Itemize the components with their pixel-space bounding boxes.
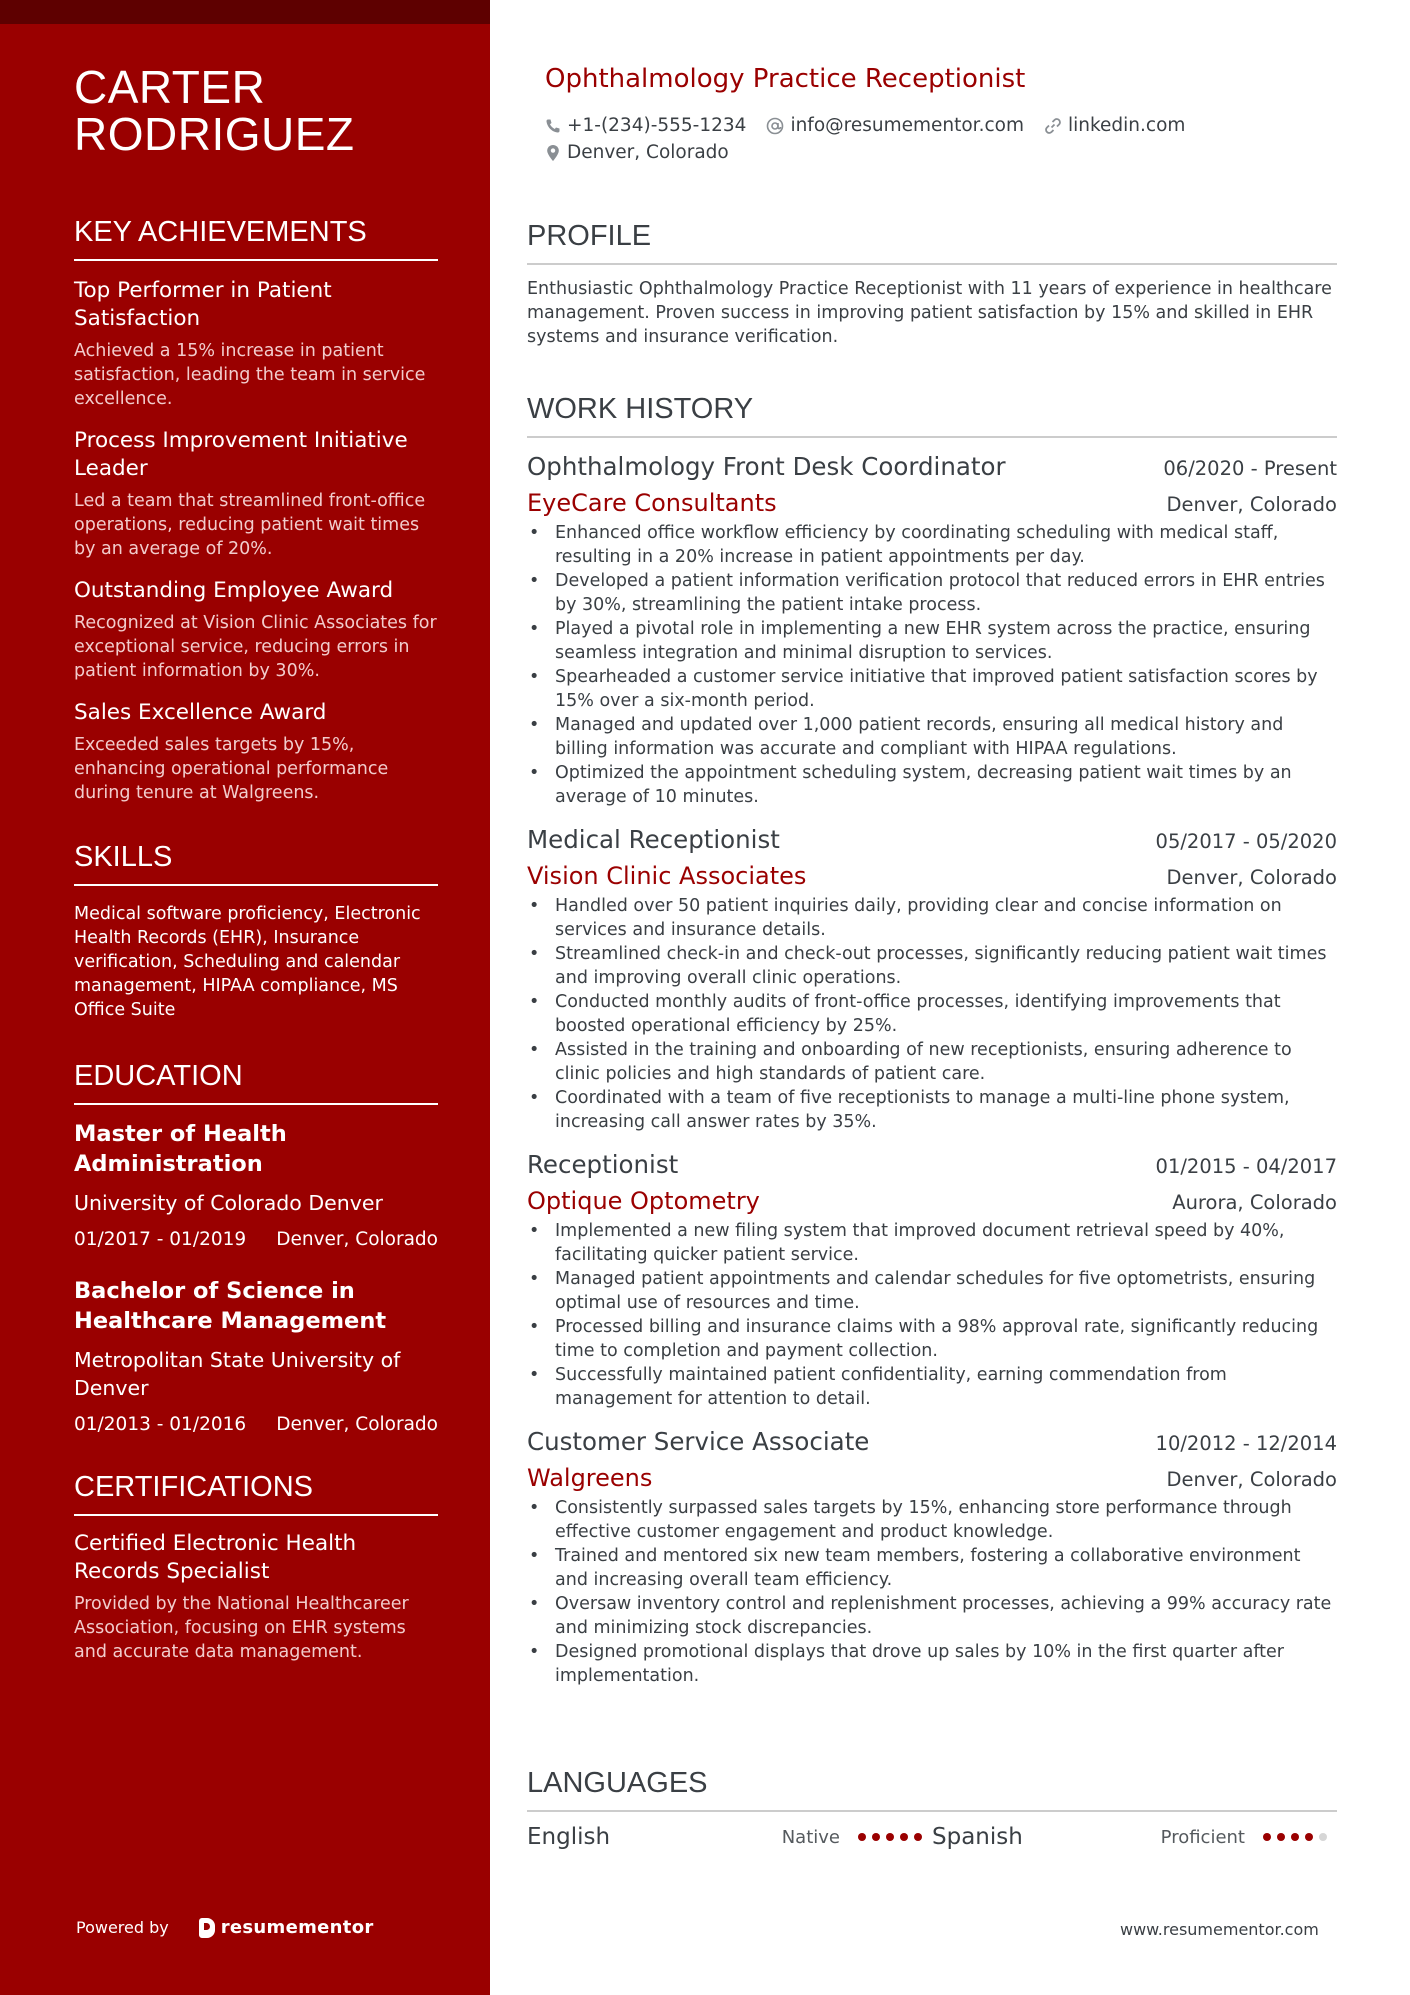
job-location: Denver, Colorado [1166, 1468, 1337, 1491]
at-sign-icon [766, 117, 784, 135]
rating-dot-filled [1263, 1833, 1271, 1841]
footer-website[interactable]: www.resumementor.com [1120, 1920, 1319, 1939]
job-entry [527, 1150, 1337, 1411]
sidebar-top-bar [0, 0, 490, 24]
profile-section [527, 220, 1337, 349]
job-bullet: • Conducted monthly audits of front-office processes, identifying improvements that boosted operational efficiency by 25%. [527, 990, 1337, 1038]
contact-email[interactable] [766, 115, 1024, 136]
education-meta [74, 1229, 438, 1250]
job-subheader [527, 862, 1337, 890]
achievement-item [74, 699, 438, 805]
job-bullet: • Streamlined check-in and check-out processes, significantly reducing patient wait times and improving overall clinic operations. [527, 942, 1337, 990]
job-bullet: • Enhanced office workflow efficiency by coordinating scheduling with medical staff, resulting in a 20% increase in patient appointments per day. [527, 521, 1337, 569]
certification-title: Certified Electronic Health Records Specialist [74, 1531, 357, 1584]
job-company: Vision Clinic Associates [527, 862, 807, 890]
link-icon [1044, 117, 1062, 135]
work-history-heading: WORK HISTORY [527, 393, 1337, 438]
language-name: English [527, 1824, 611, 1850]
achievement-description: Achieved a 15% increase in patient satisfaction, leading the team in service excellence. [74, 341, 426, 409]
contact-linkedin[interactable] [1044, 115, 1185, 136]
location-pin-icon [545, 144, 561, 162]
rating-dot-filled [1291, 1833, 1299, 1841]
rating-dot-filled [886, 1833, 894, 1841]
job-subheader [527, 1464, 1337, 1492]
job-header [527, 1150, 1337, 1179]
achievement-item [74, 427, 438, 561]
achievement-title: Outstanding Employee Award [74, 578, 394, 603]
job-dates: 06/2020 - Present [1163, 457, 1337, 480]
certifications-list [74, 1530, 438, 1664]
job-company: Walgreens [527, 1464, 653, 1492]
job-location: Denver, Colorado [1166, 866, 1337, 889]
language-name: Spanish [932, 1824, 1023, 1850]
job-bullet: • Consistently surpassed sales targets by 15%, enhancing store performance through effective customer engagement and product knowledge. [527, 1496, 1337, 1544]
job-bullet: • Assisted in the training and onboarding of new receptionists, ensuring adherence to clinic policies and high standards of patient care. [527, 1038, 1337, 1086]
education-item [74, 1276, 438, 1435]
job-bullets [527, 1496, 1337, 1688]
job-bullet: • Processed billing and insurance claims with a 98% approval rate, significantly reducing time to completion and payment collection. [527, 1315, 1337, 1363]
job-bullets [527, 521, 1337, 809]
sidebar-content [74, 61, 438, 1664]
job-bullets [527, 1219, 1337, 1411]
achievement-title: Sales Excellence Award [74, 700, 327, 725]
rating-dot-filled [1277, 1833, 1285, 1841]
job-bullet: • Oversaw inventory control and replenishment processes, achieving a 99% accuracy rate and minimizing stock discrepancies. [527, 1592, 1337, 1640]
achievement-description: Exceeded sales targets by 15%, enhancing operational performance during tenure at Walgreens. [74, 735, 389, 803]
job-list [527, 452, 1337, 1688]
languages-heading: LANGUAGES [527, 1767, 1337, 1812]
job-bullet: • Implemented a new filing system that improved document retrieval speed by 40%, facilitating quicker patient service. [527, 1219, 1337, 1267]
job-bullet: • Successfully maintained patient confidentiality, earning commendation from management for attention to detail. [527, 1363, 1337, 1411]
certifications-heading: CERTIFICATIONS [74, 1471, 438, 1516]
phone-icon [545, 118, 561, 134]
job-bullet: • Spearheaded a customer service initiative that improved patient satisfaction scores by 15% over a six-month period. [527, 665, 1337, 713]
achievement-item [74, 277, 438, 411]
job-location: Aurora, Colorado [1172, 1191, 1337, 1214]
education-school: Metropolitan State University of Denver [74, 1348, 401, 1400]
certifications-section [74, 1471, 438, 1664]
linkedin-text: linkedin.com [1067, 115, 1186, 136]
rating-dot-filled [1305, 1833, 1313, 1841]
sidebar [0, 0, 490, 1995]
job-bullets [527, 894, 1337, 1134]
job-header [527, 452, 1337, 481]
achievement-title: Top Performer in Patient Satisfaction [74, 278, 332, 331]
education-degree: Bachelor of Science in Healthcare Management [74, 1278, 387, 1334]
skills-text: Medical software proficiency, Electronic Health Records (EHR), Insurance verification, Scheduling and calendar management, HIPAA compliance, MS Office Suite [74, 904, 421, 1020]
job-location: Denver, Colorado [1166, 493, 1337, 516]
language-item [932, 1824, 1337, 1850]
education-location: Denver, Colorado [276, 1414, 438, 1435]
contact-info [545, 112, 1325, 166]
phone-text: +1-(234)-555-1234 [567, 115, 747, 136]
job-dates: 05/2017 - 05/2020 [1155, 830, 1337, 853]
email-text: info@resumementor.com [790, 115, 1024, 136]
education-list [74, 1119, 438, 1435]
job-bullet: • Played a pivotal role in implementing a new EHR system across the practice, ensuring seamless integration and minimal disruption to services. [527, 617, 1337, 665]
job-entry [527, 452, 1337, 809]
education-location: Denver, Colorado [276, 1229, 438, 1250]
job-role: Medical Receptionist [527, 825, 780, 854]
job-role: Customer Service Associate [527, 1427, 870, 1456]
education-heading: EDUCATION [74, 1060, 438, 1105]
job-header [527, 825, 1337, 854]
candidate-name: CARTER RODRIGUEZ [74, 61, 355, 160]
job-bullet: • Handled over 50 patient inquiries daily, providing clear and concise information on services and insurance details. [527, 894, 1337, 942]
profile-heading: PROFILE [527, 220, 1337, 265]
achievements-heading: KEY ACHIEVEMENTS [74, 216, 438, 261]
job-entry [527, 1427, 1337, 1688]
certification-description: Provided by the National Healthcareer Association, focusing on EHR systems and accurate data management. [74, 1594, 409, 1662]
job-header [527, 1427, 1337, 1456]
contact-phone[interactable] [545, 115, 746, 136]
brand-name: resumementor [220, 1917, 374, 1938]
job-bullet: • Optimized the appointment scheduling system, decreasing patient wait times by an average of 10 minutes. [527, 761, 1337, 809]
languages-list [527, 1824, 1337, 1850]
language-rating [1263, 1833, 1333, 1841]
job-bullet: • Developed a patient information verification protocol that reduced errors in EHR entries by 30%, streamlining the patient intake process. [527, 569, 1337, 617]
job-company: EyeCare Consultants [527, 489, 777, 517]
education-dates: 01/2013 - 01/2016 [74, 1414, 247, 1435]
achievement-item [74, 577, 438, 683]
language-item [527, 1824, 932, 1850]
work-history-section [527, 393, 1337, 1688]
headline: Ophthalmology Practice Receptionist [545, 64, 1026, 94]
job-bullet: • Managed patient appointments and calendar schedules for five optometrists, ensuring optimal use of resources and time. [527, 1267, 1337, 1315]
job-bullet: • Managed and updated over 1,000 patient records, ensuring all medical history and billing information was accurate and compliant with HIPAA regulations. [527, 713, 1337, 761]
brand-mark-icon [199, 1918, 215, 1938]
rating-dot-filled [858, 1833, 866, 1841]
location-text: Denver, Colorado [567, 142, 729, 163]
profile-text: Enthusiastic Ophthalmology Practice Receptionist with 11 years of experience in healthcare management. Proven success in improving patient satisfaction by 15% and skilled in EHR systems and insurance verification. [527, 279, 1332, 347]
job-subheader [527, 489, 1337, 517]
language-level: Proficient [1160, 1826, 1245, 1848]
languages-section [527, 1767, 1337, 1850]
brand-logo[interactable] [199, 1917, 374, 1938]
achievements-section [74, 216, 438, 805]
job-role: Ophthalmology Front Desk Coordinator [527, 452, 1006, 481]
powered-by [76, 1917, 374, 1938]
job-bullet: • Trained and mentored six new team members, fostering a collaborative environment and increasing overall team efficiency. [527, 1544, 1337, 1592]
rating-dot-empty [1319, 1833, 1327, 1841]
rating-dot-filled [872, 1833, 880, 1841]
job-bullet: • Coordinated with a team of five receptionists to manage a multi-line phone system, increasing call answer rates by 35%. [527, 1086, 1337, 1134]
rating-dot-filled [914, 1833, 922, 1841]
language-level: Native [781, 1826, 840, 1848]
job-subheader [527, 1187, 1337, 1215]
job-company: Optique Optometry [527, 1187, 760, 1215]
education-section [74, 1060, 438, 1435]
achievements-list [74, 277, 438, 805]
job-dates: 10/2012 - 12/2014 [1155, 1432, 1337, 1455]
contact-location [545, 142, 729, 163]
education-degree: Master of Health Administration [74, 1121, 287, 1177]
powered-by-label: Powered by [76, 1918, 169, 1937]
skills-section [74, 841, 438, 1022]
education-dates: 01/2017 - 01/2019 [74, 1229, 247, 1250]
education-school: University of Colorado Denver [74, 1191, 383, 1215]
job-role: Receptionist [527, 1150, 679, 1179]
skills-heading: SKILLS [74, 841, 438, 886]
job-dates: 01/2015 - 04/2017 [1155, 1155, 1337, 1178]
job-bullet: • Designed promotional displays that drove up sales by 10% in the first quarter after implementation. [527, 1640, 1337, 1688]
education-item [74, 1119, 438, 1250]
achievement-description: Led a team that streamlined front-office operations, reducing patient wait times by an average of 20%. [74, 491, 426, 559]
rating-dot-filled [900, 1833, 908, 1841]
job-entry [527, 825, 1337, 1134]
education-meta [74, 1414, 438, 1435]
achievement-title: Process Improvement Initiative Leader [74, 428, 408, 481]
language-rating [858, 1833, 928, 1841]
achievement-description: Recognized at Vision Clinic Associates for exceptional service, reducing errors in patient information by 30%. [74, 613, 437, 681]
